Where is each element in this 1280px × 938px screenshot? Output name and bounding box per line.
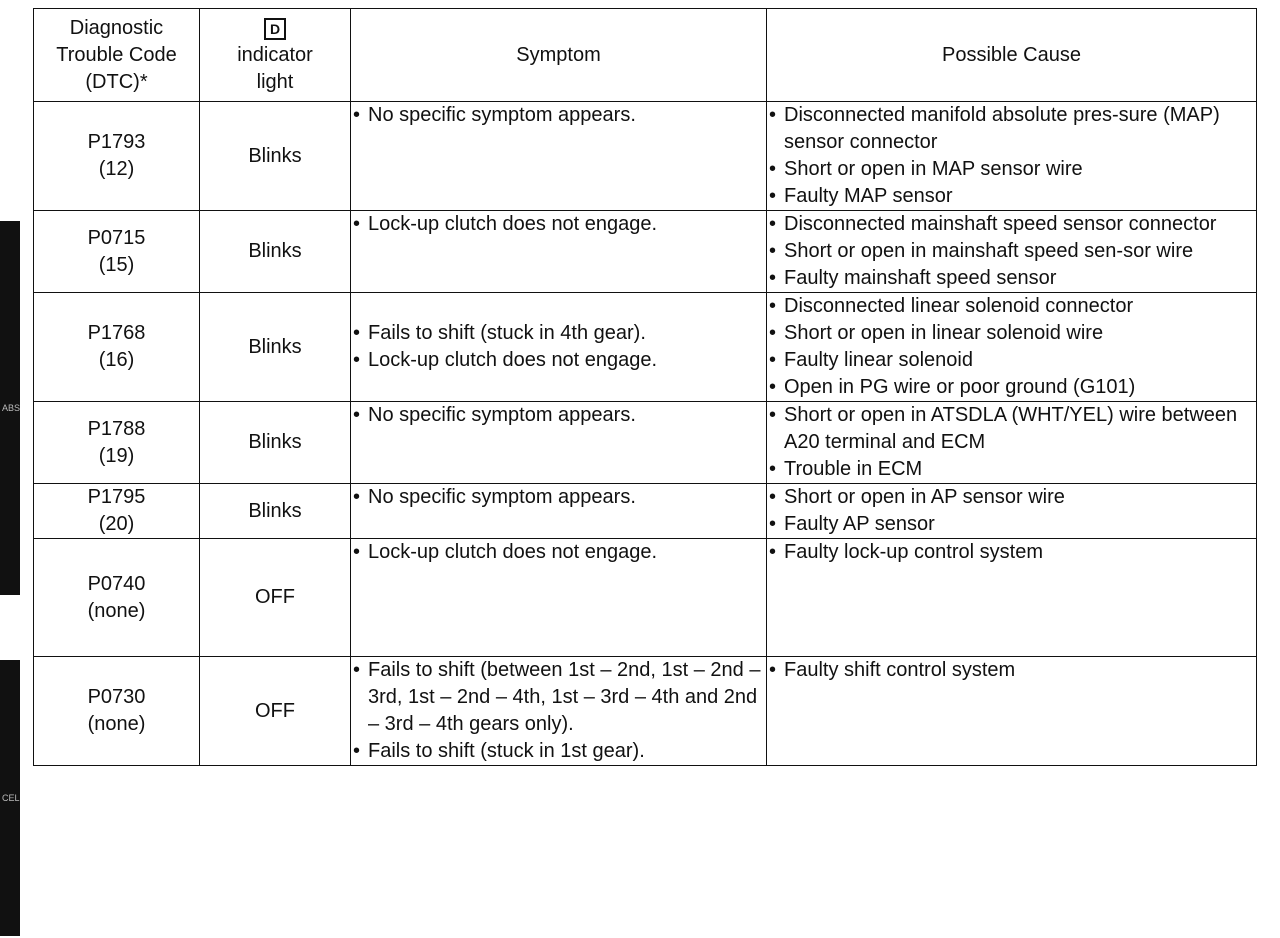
cause-item: • Disconnected mainshaft speed sensor connector (767, 211, 1256, 238)
cause-item: • Trouble in ECM (767, 456, 1256, 483)
symptom-cell (351, 102, 767, 211)
side-tab-cel (0, 660, 20, 936)
indicator-cell: Blinks (200, 211, 351, 293)
cause-item: • Open in PG wire or poor ground (G101) (767, 374, 1256, 401)
table-row (34, 102, 1257, 211)
table-row (34, 293, 1257, 402)
indicator-cell: Blinks (200, 484, 351, 539)
dtc-number: (none) (87, 599, 146, 622)
cause-item: • Faulty linear solenoid (767, 347, 1256, 374)
dtc-cell (34, 539, 200, 657)
symptom-cell (351, 484, 767, 539)
symptom-item: • No specific symptom appears. (351, 484, 766, 511)
side-tab-label: ABS (2, 403, 21, 413)
cause-item: • Faulty mainshaft speed sensor (767, 265, 1256, 292)
d-indicator-icon: D (264, 18, 286, 40)
dtc-cell (34, 102, 200, 211)
cause-cell (767, 657, 1257, 766)
cause-item: • Faulty lock-up control system (767, 539, 1256, 566)
side-tab-label: CEL (2, 793, 20, 803)
cause-cell (767, 402, 1257, 484)
cause-item: • Faulty MAP sensor (767, 183, 1256, 210)
indicator-cell: OFF (200, 539, 351, 657)
cause-cell (767, 293, 1257, 402)
cause-cell (767, 102, 1257, 211)
header-indicator-line: indicator (237, 43, 313, 66)
table-row (34, 484, 1257, 539)
symptom-item: • Fails to shift (stuck in 4th gear). (351, 320, 766, 347)
dtc-code: P1788 (87, 417, 146, 440)
symptom-item: • Fails to shift (stuck in 1st gear). (351, 738, 766, 765)
indicator-cell: Blinks (200, 102, 351, 211)
header-indicator-line: light (256, 70, 294, 93)
dtc-number: (12) (98, 158, 135, 180)
dtc-code: P0730 (87, 686, 146, 708)
header-cause: Possible Cause (767, 9, 1257, 102)
table-row (34, 402, 1257, 484)
header-dtc-line: Trouble Code (56, 43, 177, 66)
dtc-cell (34, 484, 200, 539)
dtc-code: P0740 (87, 572, 146, 595)
cause-cell (767, 484, 1257, 539)
header-dtc (34, 9, 200, 102)
dtc-cell (34, 402, 200, 484)
symptom-cell (351, 211, 767, 293)
symptom-cell (351, 657, 767, 766)
cause-item: • Disconnected manifold absolute pres-sure (MAP) sensor connector (767, 102, 1256, 156)
symptom-cell (351, 539, 767, 657)
dtc-cell (34, 211, 200, 293)
cause-item: • Short or open in linear solenoid wire (767, 320, 1256, 347)
side-tab-abs (0, 221, 20, 595)
header-row (34, 9, 1257, 102)
symptom-cell (351, 402, 767, 484)
table-row (34, 539, 1257, 657)
header-indicator (200, 9, 351, 102)
symptom-item: • No specific symptom appears. (351, 102, 766, 129)
symptom-item: • No specific symptom appears. (351, 402, 766, 429)
dtc-code: P0715 (87, 226, 146, 249)
dtc-cell (34, 657, 200, 766)
cause-cell (767, 211, 1257, 293)
cause-cell (767, 539, 1257, 657)
dtc-code: P1795 (87, 486, 146, 508)
cause-item: • Disconnected linear solenoid connector (767, 293, 1256, 320)
cause-item: • Faulty AP sensor (767, 511, 1256, 538)
cause-item: • Short or open in mainshaft speed sen-sor wire (767, 238, 1256, 265)
header-dtc-line: Diagnostic (69, 16, 164, 39)
header-dtc-line: (DTC)* (85, 70, 148, 93)
cause-item: • Short or open in ATSDLA (WHT/YEL) wire between A20 terminal and ECM (767, 402, 1256, 456)
cause-item: • Short or open in MAP sensor wire (767, 156, 1256, 183)
dtc-number: (none) (87, 713, 146, 735)
dtc-number: (16) (98, 349, 135, 371)
indicator-cell: Blinks (200, 402, 351, 484)
symptom-item: • Lock-up clutch does not engage. (351, 211, 766, 238)
dtc-table (33, 8, 1257, 766)
dtc-number: (19) (98, 444, 135, 467)
table-row (34, 211, 1257, 293)
dtc-code: P1768 (87, 322, 146, 344)
header-symptom: Symptom (351, 9, 767, 102)
indicator-cell: Blinks (200, 293, 351, 402)
indicator-cell: OFF (200, 657, 351, 766)
symptom-item: • Lock-up clutch does not engage. (351, 539, 766, 566)
cause-item: • Short or open in AP sensor wire (767, 484, 1256, 511)
cause-item: • Faulty shift control system (767, 657, 1256, 684)
dtc-code: P1793 (87, 131, 146, 153)
symptom-cell (351, 293, 767, 402)
table-row (34, 657, 1257, 766)
symptom-item: • Lock-up clutch does not engage. (351, 347, 766, 374)
dtc-number: (20) (98, 513, 135, 535)
dtc-cell (34, 293, 200, 402)
dtc-number: (15) (98, 253, 135, 276)
symptom-item: • Fails to shift (between 1st – 2nd, 1st – 2nd – 3rd, 1st – 2nd – 4th, 1st – 3rd – 4th and 2nd – 3rd – 4th gears only). (351, 657, 766, 738)
